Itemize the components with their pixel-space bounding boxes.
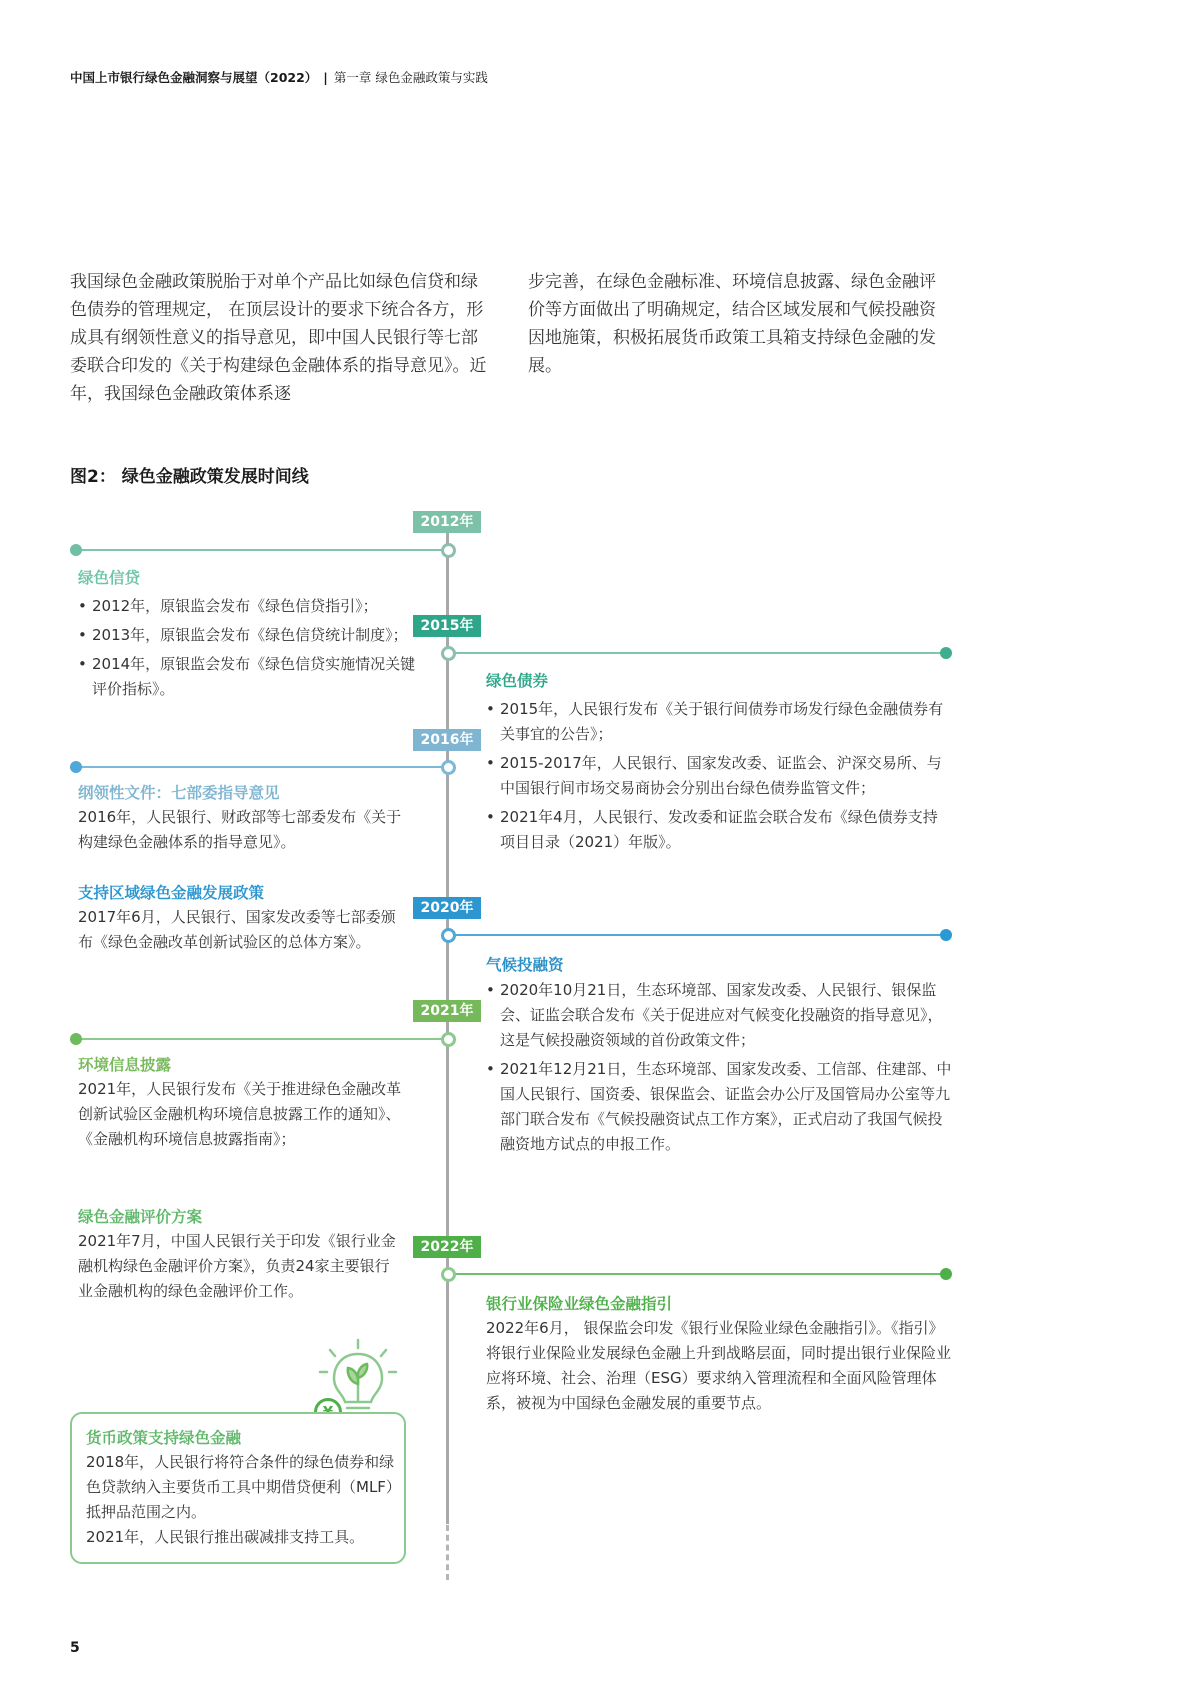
year-badge-2020: 2020年 (413, 897, 481, 919)
section-title-green-bonds: 绿色债券 (486, 672, 549, 690)
monetary-policy-box (70, 1412, 406, 1564)
list-item: • 2021年12月21日，生态环境部、国家发改委、工信部、住建部、中国人民银行、国资委、银保监会、证监会办公厅及国管局办公室等九部门联合发布《气候投融资试点工作方案》，正式启动了我国气候投融资地方试点的申报工作。 (486, 1057, 954, 1157)
section-title-insurance: 银行业保险业绿色金融指引 (486, 1295, 673, 1313)
spine-node-2021 (441, 1032, 456, 1047)
year-badge-2021: 2021年 (413, 1000, 481, 1022)
section-body-monetary (86, 1450, 396, 1550)
spine-node-2016 (441, 760, 456, 775)
section-title-climate: 气候投融资 (486, 956, 564, 974)
figure-title: 图2： 绿色金融政策发展时间线 (70, 467, 309, 487)
section-body-climate (486, 978, 954, 1161)
branch-line-climate (449, 934, 945, 936)
list-item: • 2020年10月21日，生态环境部、国家发改委、人民银行、银保监会、证监会联合发布《关于促进应对气候变化投融资的指导意见》，这是气候投融资领域的首份政策文件； (486, 978, 954, 1053)
intro-right-column: 步完善，在绿色金融标准、环境信息披露、绿色金融评价等方面做出了明确规定，结合区域发展和气候投融资因地施策，积极拓展货币政策工具箱支持绿色金融的发展。 (528, 272, 936, 376)
spine-node-2022 (441, 1267, 456, 1282)
branch-dot-green-bonds (940, 647, 952, 659)
running-header (70, 68, 488, 86)
list-item: • 2012年，原银监会发布《绿色信贷指引》； (78, 594, 420, 619)
list-item: • 2021年4月，人民银行、发改委和证监会联合发布《绿色债券支持项目目录（2021）年版》。 (486, 805, 948, 855)
branch-line-insurance (449, 1273, 945, 1275)
section-body-insurance: 2022年6月， 银保监会印发《银行业保险业绿色金融指引》。《指引》将银行业保险业发展绿色金融上升到战略层面，同时提出银行业保险业应将环境、社会、治理（ESG）要求纳入管理流程和全面风险管理体系，被视为中国绿色金融发展的重要节点。 (486, 1319, 952, 1412)
monetary-line-1: 2018年，人民银行将符合条件的绿色债券和绿色贷款纳入主要货币工具中期借贷便利（MLF）抵押品范围之内。 (86, 1453, 395, 1521)
list-item: • 2015年，人民银行发布《关于银行间债券市场发行绿色金融债券有关事宜的公告》； (486, 697, 948, 747)
branch-line-disclosure (76, 1038, 446, 1040)
spine-node-2020 (441, 928, 456, 943)
section-body-guideline: 2016年，人民银行、财政部等七部委发布《关于构建绿色金融体系的指导意见》。 (78, 808, 402, 851)
report-title: 中国上市银行绿色金融洞察与展望（2022） (70, 70, 318, 85)
section-body-evaluation: 2021年7月，中国人民银行关于印发《银行业金融机构绿色金融评价方案》，负责24家主要银行业金融机构的绿色金融评价工作。 (78, 1232, 396, 1300)
timeline-spine (446, 524, 449, 1524)
page-number: 5 (70, 1640, 80, 1656)
section-body-green-bonds (486, 697, 948, 859)
section-body-green-credit (78, 594, 420, 706)
year-badge-2015: 2015年 (413, 615, 481, 637)
section-title-disclosure: 环境信息披露 (78, 1056, 172, 1074)
section-body-regional: 2017年6月，人民银行、国家发改委等七部委颁布《绿色金融改革创新试验区的总体方案》。 (78, 908, 396, 951)
spine-node-2015 (441, 646, 456, 661)
branch-line-green-credit (76, 549, 446, 551)
monetary-line-2: 2021年，人民银行推出碳减排支持工具。 (86, 1528, 365, 1546)
branch-dot-guideline (70, 761, 82, 773)
branch-line-green-bonds (449, 652, 945, 654)
year-badge-2022: 2022年 (413, 1236, 481, 1258)
section-title-regional: 支持区域绿色金融发展政策 (78, 884, 265, 902)
list-item: • 2014年，原银监会发布《绿色信贷实施情况关键评价指标》。 (78, 652, 420, 702)
header-separator: | (323, 70, 328, 85)
branch-dot-green-credit (70, 544, 82, 556)
year-badge-2016: 2016年 (413, 729, 481, 751)
section-title-evaluation: 绿色金融评价方案 (78, 1208, 203, 1226)
list-item: • 2013年，原银监会发布《绿色信贷统计制度》； (78, 623, 420, 648)
intro-left-column: 我国绿色金融政策脱胎于对单个产品比如绿色信贷和绿色债券的管理规定， 在顶层设计的要求下统合各方，形成具有纲领性意义的指导意见，即中国人民银行等七部委联合印发的《关于构建绿色金融体系的指导意见》。近年，我国绿色金融政策体系逐 (70, 272, 487, 404)
timeline-spine-dashed (446, 1525, 449, 1580)
section-body-disclosure: 2021年，人民银行发布《关于推进绿色金融改革创新试验区金融机构环境信息披露工作的通知》、《金融机构环境信息披露指南》； (78, 1080, 402, 1148)
section-title-monetary: 货币政策支持绿色金融 (86, 1429, 242, 1447)
branch-dot-climate (940, 929, 952, 941)
spine-node-2012 (441, 543, 456, 558)
section-title-guideline: 纲领性文件：七部委指导意见 (78, 784, 280, 802)
year-badge-2012: 2012年 (413, 511, 481, 533)
branch-line-guideline (76, 766, 446, 768)
chapter-title: 第一章 绿色金融政策与实践 (333, 70, 488, 85)
section-title-green-credit: 绿色信贷 (78, 569, 141, 587)
branch-dot-disclosure (70, 1033, 82, 1045)
branch-dot-insurance (940, 1268, 952, 1280)
list-item: • 2015-2017年，人民银行、国家发改委、证监会、沪深交易所、与中国银行间市场交易商协会分别出台绿色债券监管文件； (486, 751, 948, 801)
